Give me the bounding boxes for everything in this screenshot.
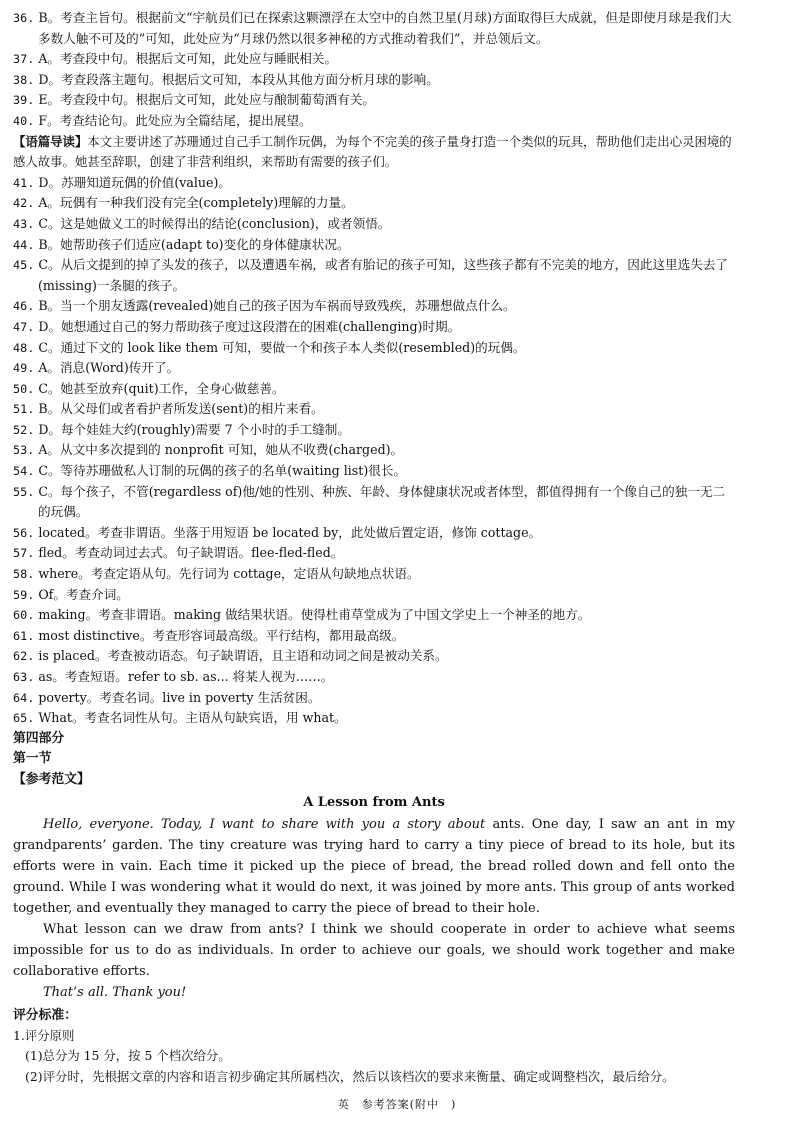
answer-55: 55. C。每个孩子，不管(regardless of)他/她的性别、种族、年龄、身体健康状况或者体型，都值得拥有一个像自己的独一无二的玩偶。 [13,483,726,520]
answer-50: 50. C。她甚至放弃(quit)工作，全身心做慈善。 [13,380,285,396]
answer-page [13,8,735,1087]
answer-56: 56. located。考查非谓语。坐落于用短语 be located by，此处做后置定语，修饰 cottage。 [13,524,542,540]
page-footer: 英 参考答案(附中 ) [337,1098,457,1111]
section-sub-one: 第一节 [13,751,52,767]
sample-essay-heading: 【参考范文】 [13,771,90,787]
answers-41-65 [13,173,735,729]
answer-49: 49. A。消息(Word)传开了。 [13,360,180,376]
answer-39: 39. E。考查段中句。根据后文可知，此处应与酿制葡萄酒有关。 [13,92,375,108]
answer-61: 61. most distinctive。考查形容词最高级。平行结构，都用最高级。 [13,627,405,643]
grading-principle: 1.评分原则 [13,1027,75,1043]
answer-57: 57. fled。考查动词过去式。句子缺谓语。flee-fled-fled。 [13,545,344,561]
answer-37: 37. A。考查段中句。根据后文可知，此处应与睡眠相关。 [13,51,338,67]
answer-60: 60. making。考查非谓语。making 做结果状语。使得杜甫草堂成为了中国文学史上一个神圣的地方。 [13,607,591,623]
essay-title: A Lesson from Ants [303,794,445,810]
answer-40: 40. F。考查结论句。此处应为全篇结尾，提出展望。 [13,112,312,128]
answer-59: 59. Of。考查介词。 [13,586,129,602]
answer-47: 47. D。她想通过自己的努力帮助孩子度过这段潜在的困难(challenging)时期。 [13,318,461,334]
answer-36: 36. B。考查主旨句。根据前文“宇航员们已在探索这颗漂浮在太空中的自然卫星(月球)方面取得巨大成就，但是即使月球是我们大多数人触不可及的”可知，此处应为“月球仍然以很多神秘的方式推动着我们”，并总领后文。 [13,10,732,46]
section-part-four: 第四部分 [13,730,65,746]
answer-42: 42. A。玩偶有一种我们没有完全(completely)理解的力量。 [13,195,354,211]
answer-54: 54. C。等待苏珊做私人订制的玩偶的孩子的名单(waiting list)很长。 [13,463,407,479]
essay-paragraph-1: Hello, everyone. Today, I want to share with you a story about ants. One day, I saw an ant in my grandparents’ garden. The tiny creature was trying hard to carry a tiny piece of bread to its hole, but its efforts were in vain. Each time it picked up the piece of bread, the bread rolled down and fell onto the ground. While I was wondering what it would do next, it was joined by more ants. This group of ants worked together, and eventually they managed to carry the piece of bread to their hole. [13,816,735,916]
answer-38: 38. D。考查段落主题句。根据后文可知，本段从其他方面分析月球的影响。 [13,71,439,87]
grading-rule-1: (1)总分为 15 分，按 5 个档次给分。 [25,1048,231,1064]
answers-36-40 [13,8,735,132]
answer-58: 58. where。考查定语从句。先行词为 cottage，定语从句缺地点状语。 [13,566,420,582]
answer-48: 48. C。通过下文的 look like them 可知，要做一个和孩子本人类似(resembled)的玩偶。 [13,339,526,355]
answer-53: 53. A。从文中多次提到的 nonprofit 可知，她从不收费(charged)。 [13,442,404,458]
essay-paragraph-3: That’s all. Thank you! [43,984,187,1000]
answer-46: 46. B。当一个朋友透露(revealed)她自己的孩子因为车祸而导致残疾，苏珊想做点什么。 [13,298,516,314]
answer-63: 63. as。考查短语。refer to sb. as... 将某人视为……。 [13,669,334,684]
essay-paragraph-2: What lesson can we draw from ants? I think we should cooperate in order to achieve what seems impossible for us to do as individuals. In order to achieve our goals, we should work together and make collaborative efforts. [13,921,735,979]
answer-62: 62. is placed。考查被动语态。句子缺谓语，且主语和动词之间是被动关系。 [13,648,448,664]
answer-43: 43. C。这是她做义工的时候得出的结论(conclusion)，或者领悟。 [13,215,391,231]
sample-essay [13,792,735,1003]
grading-criteria-title: 评分标准： [13,1007,77,1023]
answer-41: 41. D。苏珊知道玩偶的价值(value)。 [13,174,231,190]
passage-guide: 【语篇导读】本文主要讲述了苏珊通过自己手工制作玩偶，为每个不完美的孩子量身打造一个类似的玩具，帮助他们走出心灵困境的感人故事。她甚至辞职，创建了非营利组织，来帮助有需要的孩子们。 [13,133,732,170]
grading-rule-2: (2)评分时，先根据文章的内容和语言初步确定其所属档次，然后以该档次的要求来衡量、确定或调整档次，最后给分。 [25,1068,675,1084]
answer-52: 52. D。每个娃娃大约(roughly)需要 7 个小时的手工缝制。 [13,421,350,437]
answer-44: 44. B。她帮助孩子们适应(adapt to)变化的身体健康状况。 [13,236,350,252]
answer-45: 45. C。从后文提到的掉了头发的孩子，以及遭遇车祸，或者有胎记的孩子可知，这些孩子都有不完美的地方，因此这里选失去了(missing)一条腿的孩子。 [13,257,729,293]
answer-51: 51. B。从父母们或者看护者所发送(sent)的相片来看。 [13,401,324,417]
answer-64: 64. poverty。考查名词。live in poverty 生活贫困。 [13,689,321,705]
answer-65: 65. What。考查名词性从句。主语从句缺宾语，用 what。 [13,710,347,726]
